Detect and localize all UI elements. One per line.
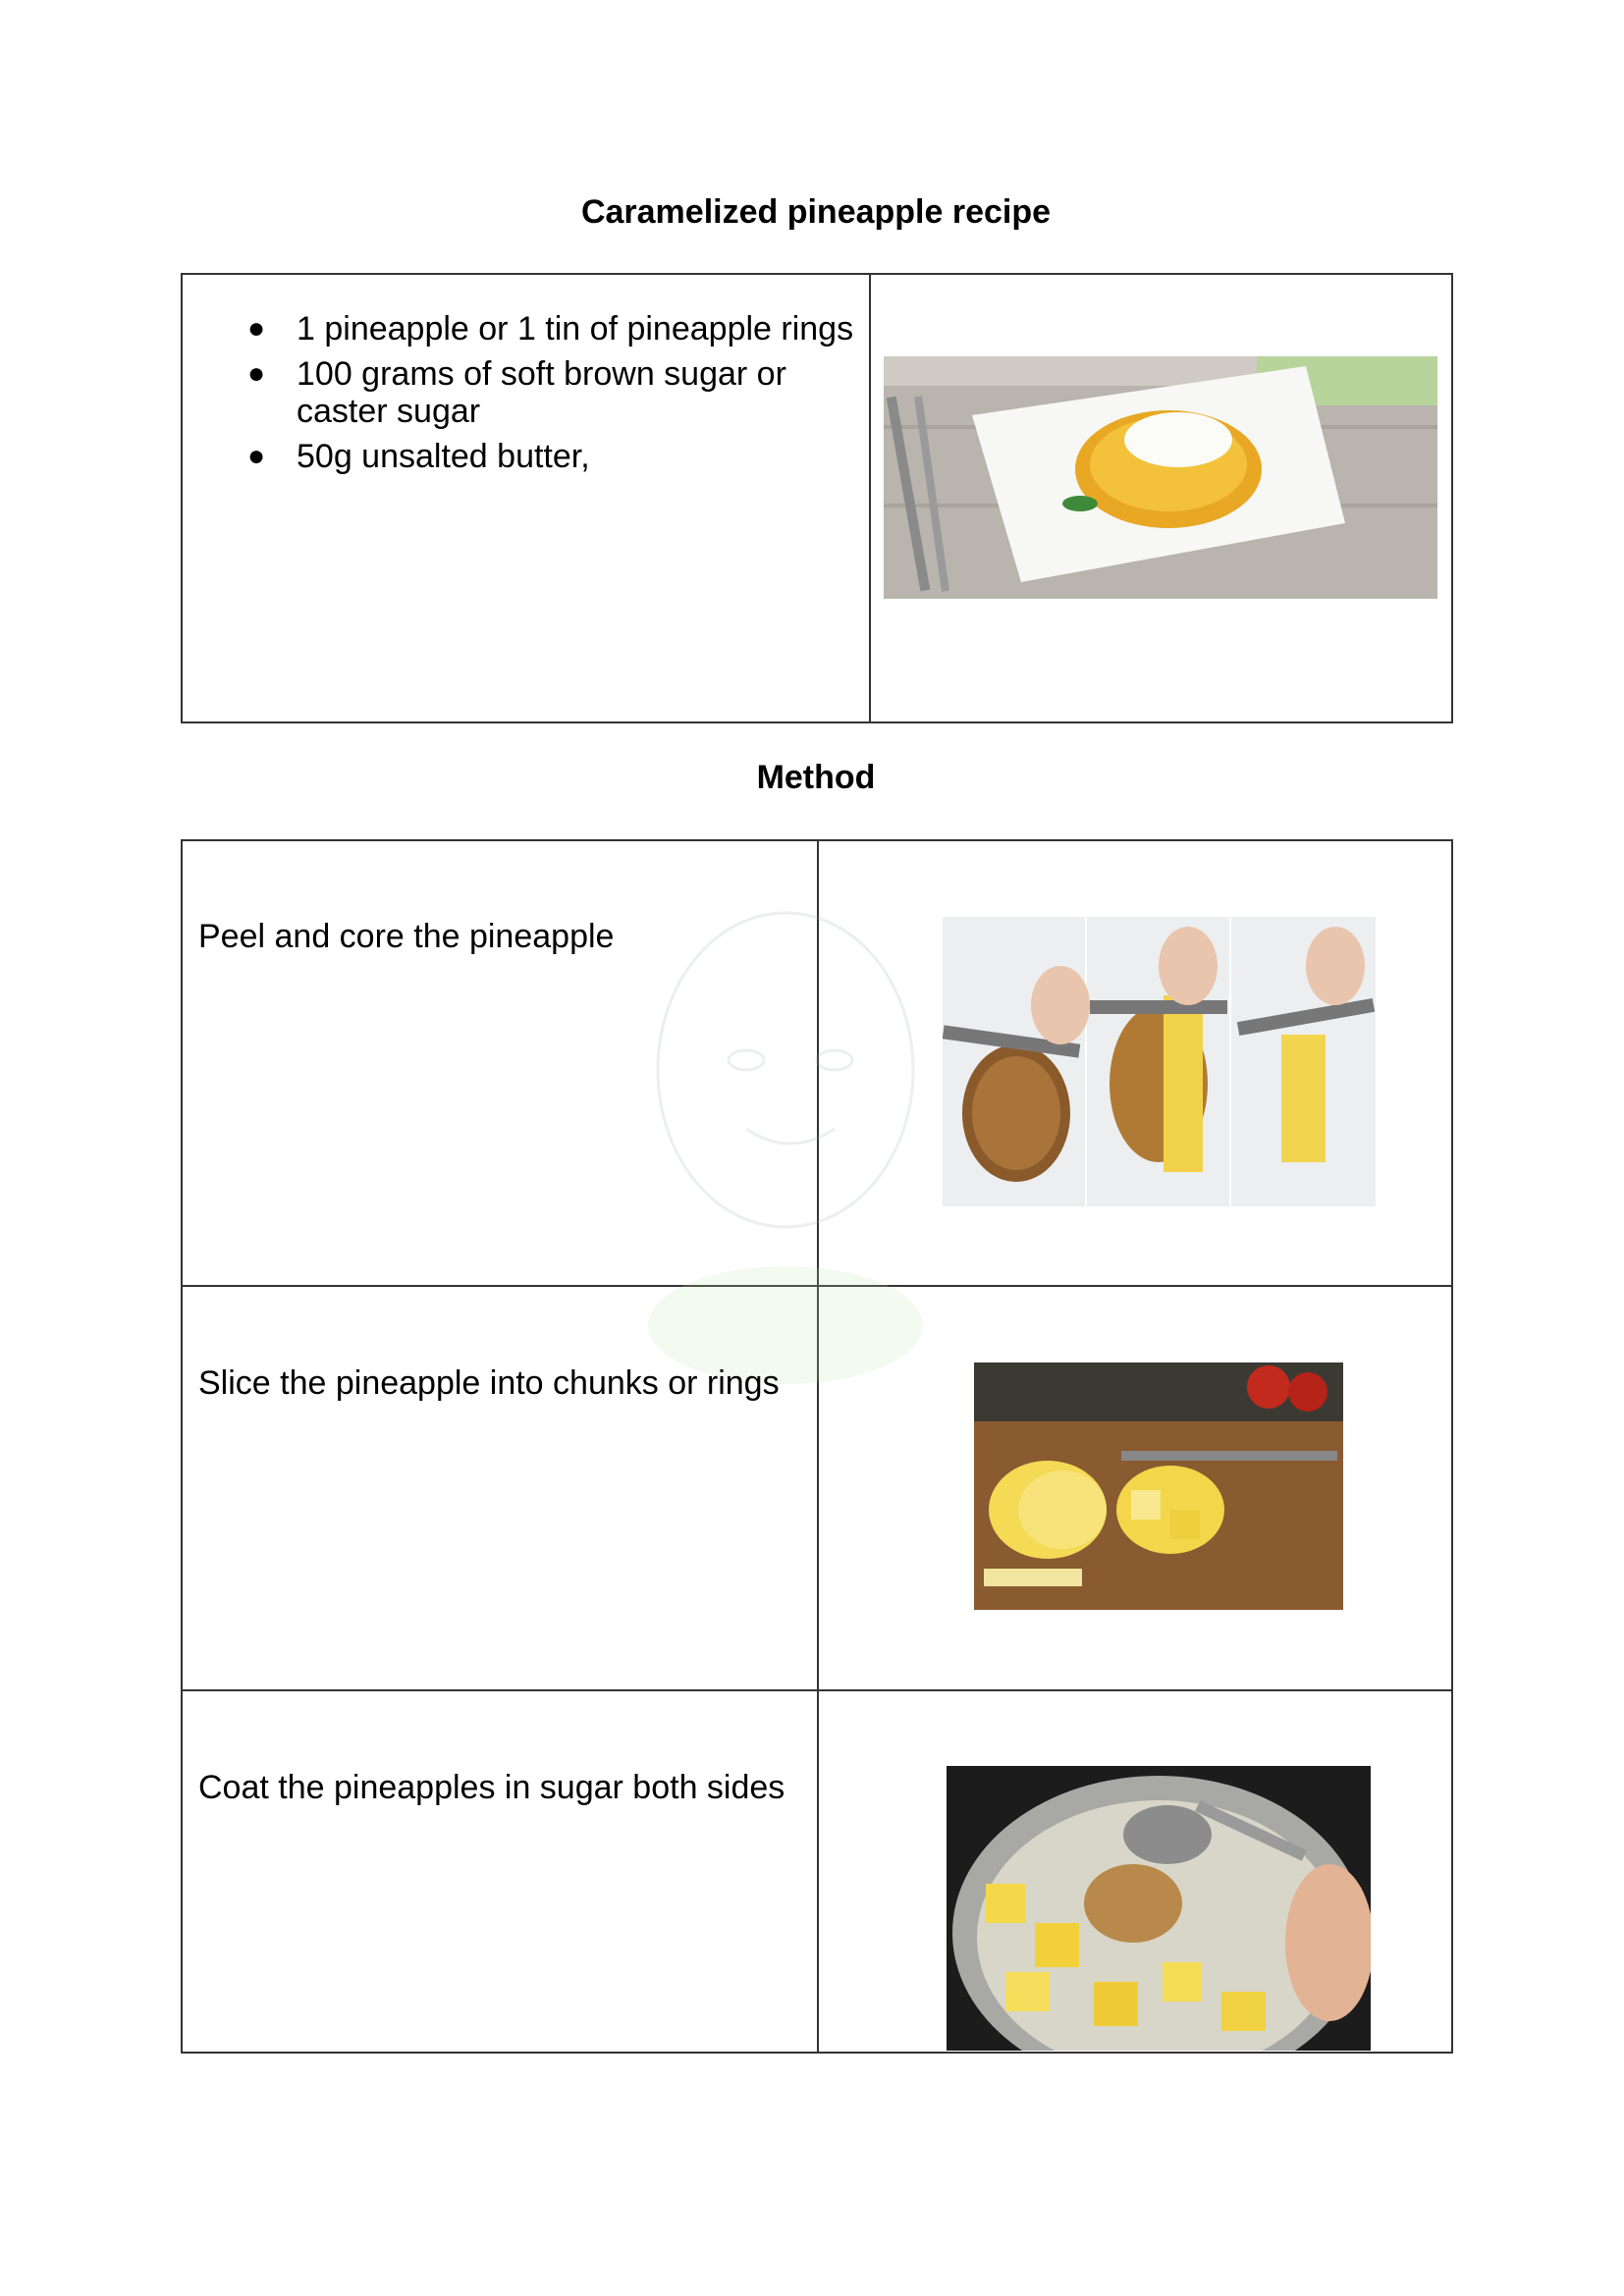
watermark-illustration (550, 893, 962, 1384)
step-text: Peel and core the pineapple (198, 918, 615, 955)
ingredient-item: ● 50g unsalted butter, (247, 438, 590, 475)
ingredient-item: ● 100 grams of soft brown sugar or caster sugar (247, 355, 786, 430)
step-text: Slice the pineapple into chunks or rings (198, 1364, 780, 1402)
recipe-title: Caramelized pineapple recipe (580, 193, 1052, 231)
method-heading: Method (756, 759, 876, 796)
plated-pineapple-image (884, 356, 1437, 599)
ingredient-item: ● 1 pineapple or 1 tin of pineapple rings (247, 310, 854, 347)
sliced-pineapple-image (974, 1362, 1343, 1610)
sugar-coating-image (947, 1766, 1371, 2051)
step-text: Coat the pineapples in sugar both sides (198, 1769, 785, 1806)
peeling-pineapple-image (943, 917, 1376, 1206)
ingredients-list (247, 310, 876, 483)
method-row-divider (181, 1689, 1453, 1691)
